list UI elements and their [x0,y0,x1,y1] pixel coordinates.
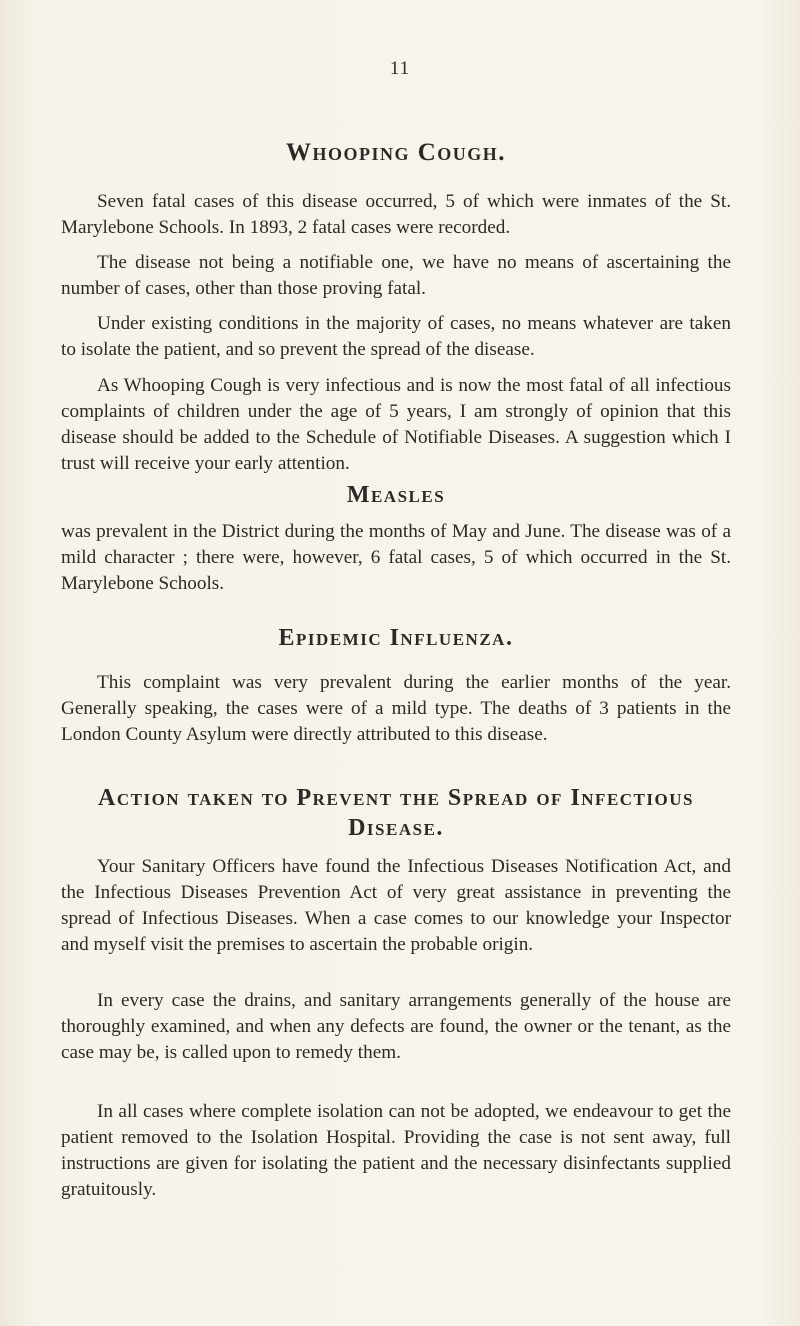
paragraph-text: As Whooping Cough is very infectious and is now the most fatal of all infectious complaints of children under the age of 5 years, I am strongly of opinion that this disease should be added to the Schedule of Notifiable Diseases. A suggestion which I trust will receive your early attention. [61,375,731,474]
heading-text: Whooping Cough. [285,139,507,166]
paragraph [61,1099,731,1203]
heading-text: Action taken to Prevent the Spread of Infectious Disease. [98,785,694,841]
section-heading-action-taken [61,783,731,843]
paragraph-text: In every case the drains, and sanitary arrangements generally of the house are thoroughly examined, and when any defects are found, the owner or the tenant, as the case may be, is called upon to remedy them. [61,990,731,1063]
paragraph-text: was prevalent in the District during the months of May and June. The disease was of a mild character ; there were, however, 6 fatal cases, 5 of which occurred in the St. Marylebone Schools. [61,521,731,594]
heading-text: Epidemic Influenza. [278,625,514,651]
section-heading-measles [61,481,731,510]
paragraph-text: This complaint was very prevalent during the earlier months of the year. Generally speaking, the cases were of a mild type. The deaths of 3 patients in the London County Asylum were directly attributed to this disease. [61,672,731,745]
paragraph [61,250,731,302]
paragraph [61,311,731,363]
paragraph-text: Seven fatal cases of this disease occurred, 5 of which were inmates of the St. Marylebone Schools. In 1893, 2 fatal cases were recorded. [61,191,731,238]
paragraph-text: Under existing conditions in the majority of cases, no means whatever are taken to isolate the patient, and so prevent the spread of the disease. [61,313,731,360]
paragraph [61,519,731,597]
paragraph [61,854,731,958]
paragraph-text: Your Sanitary Officers have found the Infectious Diseases Notification Act, and the Infectious Diseases Prevention Act of very great assistance in preventing the spread of Infectious Diseases. When a case comes to our knowledge your Inspector and myself visit the premises to ascertain the probable origin. [61,856,731,955]
paragraph-text: In all cases where complete isolation can not be adopted, we endeavour to get the patient removed to the Isolation Hospital. Providing the case is not sent away, full instructions are given for isolating the patient and the necessary disinfectants supplied gratuitously. [61,1101,731,1200]
paragraph [61,189,731,241]
paragraph [61,988,731,1066]
paragraph [61,670,731,748]
paragraph [61,373,731,477]
section-heading-whooping-cough [61,138,731,168]
page-number: 11 [389,58,411,79]
section-heading-epidemic-influenza [61,624,731,653]
paragraph-text: The disease not being a notifiable one, we have no means of ascertaining the number of cases, other than those proving fatal. [61,252,731,299]
heading-text: Measles [346,482,446,508]
